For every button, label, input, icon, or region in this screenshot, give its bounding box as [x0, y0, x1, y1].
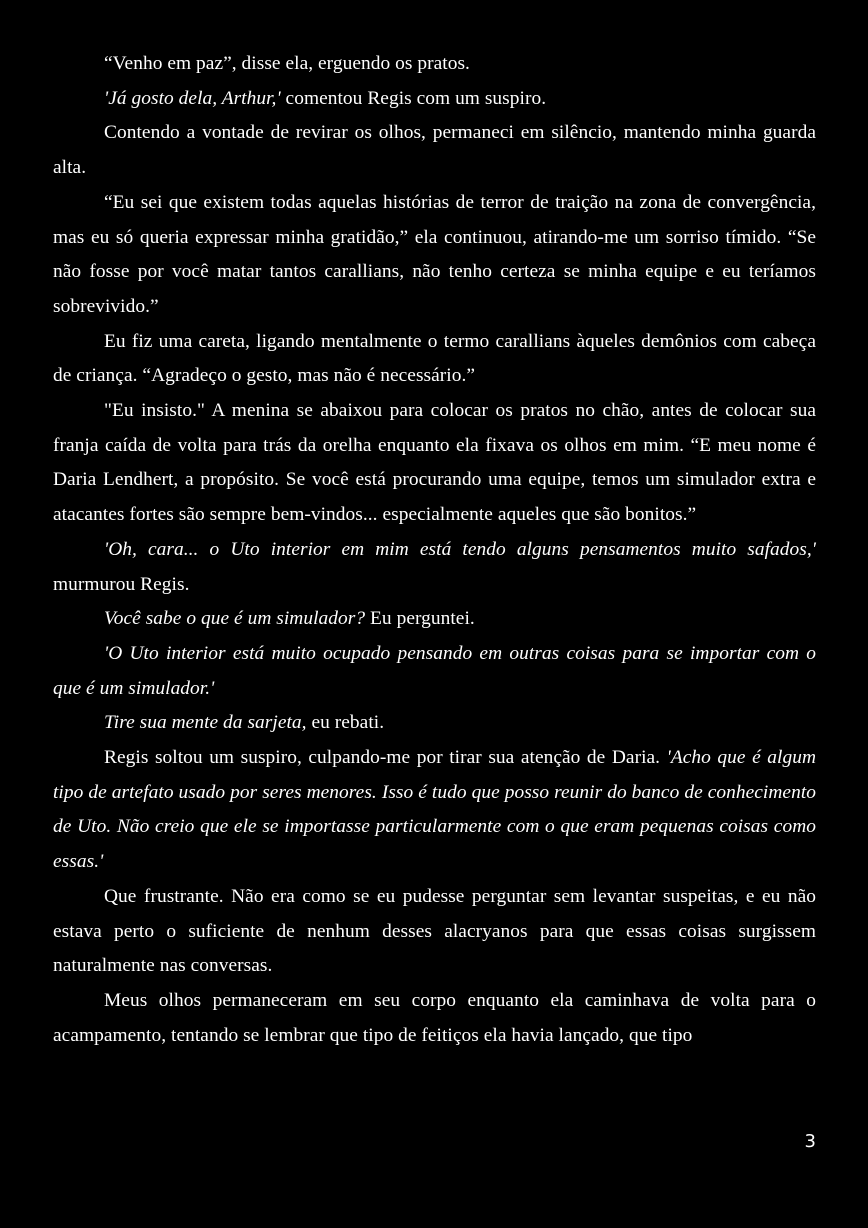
- italic-run: 'Oh, cara... o Uto interior em mim está tendo alguns pensamentos muito safados,': [104, 538, 816, 560]
- paragraph: [53, 706, 816, 741]
- text-run: Que frustrante. Não era como se eu pudesse perguntar sem levantar suspeitas, e eu não estava perto o suficiente de nenhum desses alacryanos para que essas coisas surgissem naturalmente nas conversas.: [53, 885, 816, 977]
- page-number: 3: [804, 1131, 816, 1152]
- paragraph: [53, 741, 816, 880]
- text-run: murmurou Regis.: [53, 573, 190, 595]
- paragraph: [53, 47, 816, 82]
- paragraph: [53, 394, 816, 533]
- italic-run: 'Acho que é algum tipo de artefato usado por seres menores. Isso é tudo que posso reunir do banco de conhecimento de Uto. Não creio que ele se importasse particularmente com o que eram pequenas coisas como essas.': [53, 747, 816, 873]
- text-run: “Venho em paz”, disse ela, erguendo os pratos.: [104, 53, 470, 74]
- text-run: Eu perguntei.: [365, 608, 475, 630]
- text-run: eu rebati.: [306, 712, 385, 734]
- italic-run: Tire sua mente da sarjeta,: [104, 712, 307, 734]
- text-run: "Eu insisto." A menina se abaixou para colocar os pratos no chão, antes de colocar sua franja caída de volta para trás da orelha enquanto ela fixava os olhos em mim. “E meu nome é Daria Lendhert, a propósito. Se você está procurando uma equipe, temos um simulador extra e atacantes fortes são sempre bem-vindos... especialmente aqueles que são bonitos.”: [53, 400, 816, 526]
- text-run: comentou Regis com um suspiro.: [280, 87, 547, 109]
- paragraph: [53, 602, 816, 637]
- italic-run: 'O Uto interior está muito ocupado pensando em outras coisas para se importar com o que é um simulador.': [53, 642, 816, 699]
- paragraph: [53, 325, 816, 394]
- text-run: Meus olhos permaneceram em seu corpo enquanto ela caminhava de volta para o acampamento, tentando se lembrar que tipo de feitiços ela havia lançado, que tipo: [53, 989, 816, 1046]
- text-run: Regis soltou um suspiro, culpando-me por tirar sua atenção de Daria.: [104, 747, 667, 769]
- paragraph: [53, 880, 816, 984]
- paragraph: [53, 984, 816, 1053]
- page-body: [53, 47, 816, 1053]
- paragraph: [53, 637, 816, 706]
- italic-run: 'Já gosto dela, Arthur,': [104, 87, 281, 109]
- italic-run: Você sabe o que é um simulador?: [104, 608, 366, 630]
- paragraph: [53, 116, 816, 185]
- paragraph: [53, 533, 816, 602]
- text-run: Eu fiz uma careta, ligando mentalmente o termo carallians àqueles demônios com cabeça de criança. “Agradeço o gesto, mas não é necessário.”: [53, 330, 816, 387]
- paragraph: [53, 186, 816, 325]
- text-run: Contendo a vontade de revirar os olhos, permaneci em silêncio, mantendo minha guarda alta.: [53, 122, 816, 179]
- text-run: “Eu sei que existem todas aquelas histórias de terror de traição na zona de convergência, mas eu só queria expressar minha gratidão,” ela continuou, atirando-me um sorriso tímido. “Se não fosse por você matar tantos carallians, não tenho certeza se minha equipe e eu teríamos sobrevivido.”: [53, 191, 816, 317]
- paragraph: [53, 82, 816, 117]
